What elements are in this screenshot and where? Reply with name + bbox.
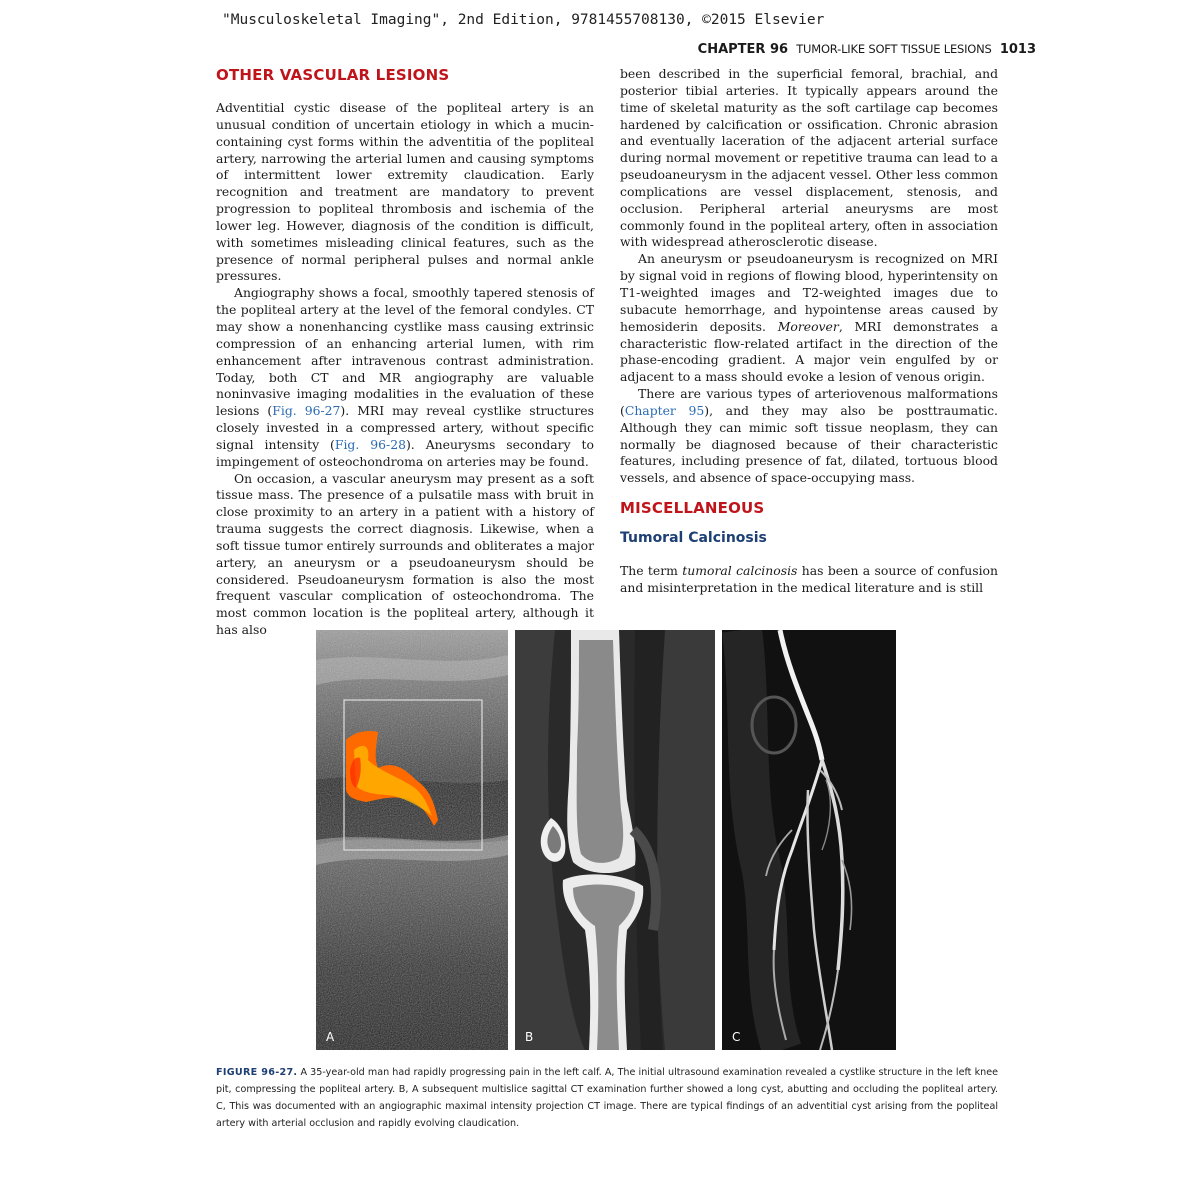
figure-caption: [216, 1064, 998, 1132]
paragraph: Angiography shows a focal, smoothly tapered stenosis of the popliteal artery at the level of the femoral condyles. CT may show a nonenhancing cystlike mass causing extrinsic compression of an enhancing arterial lumen, with rim enhancement after intravenous contrast administration. Today, both CT and MR angiography are valuable noninvasive imaging modalities in the evaluation of these lesions (Fig. 96-27). MRI may reveal cystlike structures closely invested in a compressed artery, without specific signal intensity (Fig. 96-28). Aneurysms secondary to impingement of osteochondroma on arteries may be found.: [216, 285, 594, 469]
page-number: 1013: [999, 42, 1036, 57]
section-title: TUMOR-LIKE SOFT TISSUE LESIONS: [796, 42, 992, 56]
section-heading-vascular: OTHER VASCULAR LESIONS: [216, 66, 450, 84]
paragraph: The term tumoral calcinosis has been a source of confusion and misinterpretation in the medical literature and is still: [620, 563, 998, 595]
source-line: "Musculoskeletal Imaging", 2nd Edition, 9781455708130, ©2015 Elsevier: [222, 12, 825, 28]
panel-label-c: C: [732, 1030, 741, 1044]
panel-label-b: B: [525, 1030, 534, 1044]
ct-angiography-image: [722, 630, 896, 1050]
left-column: [216, 66, 594, 639]
figure-ref-link[interactable]: Fig. 96-28: [334, 436, 406, 452]
caption-text: A 35-year-old man had rapidly progressing pain in the left calf. A, The initial ultrasound examination revealed a cystlike structure in the left knee pit, compressing the popliteal artery. B, A subsequent multislice sagittal CT examination further showed a long cyst, abutting and occluding the popliteal artery. C, This was documented with an angiographic maximal intensity projection CT image. There are typical findings of an adventitial cyst arising from the popliteal artery with arterial occlusion and rapidly evolving claudication.: [216, 1067, 999, 1129]
paragraph: An aneurysm or pseudoaneurysm is recognized on MRI by signal void in regions of flowing blood, hyperintensity on T1-weighted images and T2-weighted images due to subacute hemorrhage, and hypointense areas caused by hemosiderin deposits. Moreover, MRI demonstrates a characteristic flow-related artifact in the direction of the phase-encoding gradient. A major vein engulfed by or adjacent to a mass should evoke a lesion of venous origin.: [620, 251, 999, 385]
figure-96-27: [316, 630, 896, 1050]
chapter-ref-link[interactable]: Chapter 95: [624, 402, 705, 418]
ct-sagittal-image: [515, 630, 715, 1050]
paragraph: On occasion, a vascular aneurysm may present as a soft tissue mass. The presence of a pulsatile mass with bruit in close proximity to an artery in a patient with a history of trauma suggests the correct diagnosis. Likewise, when a soft tissue tumor entirely surrounds and obliterates a major artery, an aneurysm or a pseudoaneurysm should be considered. Pseudoaneurysm formation is also the most frequent vascular complication of osteochondroma. The most common location is the popliteal artery, although it has also: [216, 470, 594, 638]
panel-label-a: A: [326, 1030, 335, 1044]
running-head: [698, 42, 1036, 57]
figure-label: FIGURE 96-27.: [216, 1067, 298, 1078]
right-column: [620, 66, 998, 597]
paragraph: been described in the superficial femoral, brachial, and posterior tibial arteries. It typically appears around the time of skeletal maturity as the soft cartilage cap becomes hardened by calcification or ossification. Chronic abrasion and eventually laceration of the adjacent arterial surface during normal movement or repetitive trauma can lead to a pseudoaneurysm in the adjacent vessel. Other less common complications are vessel displacement, stenosis, and occlusion. Peripheral arterial aneurysms are most commonly found in the popliteal artery, often in association with widespread atherosclerotic disease.: [620, 66, 998, 250]
paragraph: There are various types of arteriovenous malformations (Chapter 95), and they may also be posttraumatic. Although they can mimic soft tissue neoplasm, they can normally be diagnosed because of their characteristic features, including presence of fat, dilated, tortuous blood vessels, and absence of space-occupying mass.: [620, 386, 998, 486]
chapter-label: CHAPTER 96: [697, 42, 789, 57]
section-heading-miscellaneous: MISCELLANEOUS: [620, 499, 765, 518]
subheading-tumoral-calcinosis: Tumoral Calcinosis: [620, 530, 767, 547]
paragraph: Adventitial cystic disease of the popliteal artery is an unusual condition of uncertain etiology in which a mucin-containing cyst forms within the adventitia of the popliteal artery, narrowing the arterial lumen and causing symptoms of intermittent lower extremity claudication. Early recognition and treatment are mandatory to prevent progression to popliteal thrombosis and ischemia of the lower leg. However, diagnosis of the condition is difficult, with sometimes misleading clinical features, such as the presence of normal peripheral pulses and normal ankle pressures.: [216, 100, 594, 284]
figure-ref-link[interactable]: Fig. 96-27: [272, 403, 341, 419]
ultrasound-image: [316, 630, 508, 1050]
